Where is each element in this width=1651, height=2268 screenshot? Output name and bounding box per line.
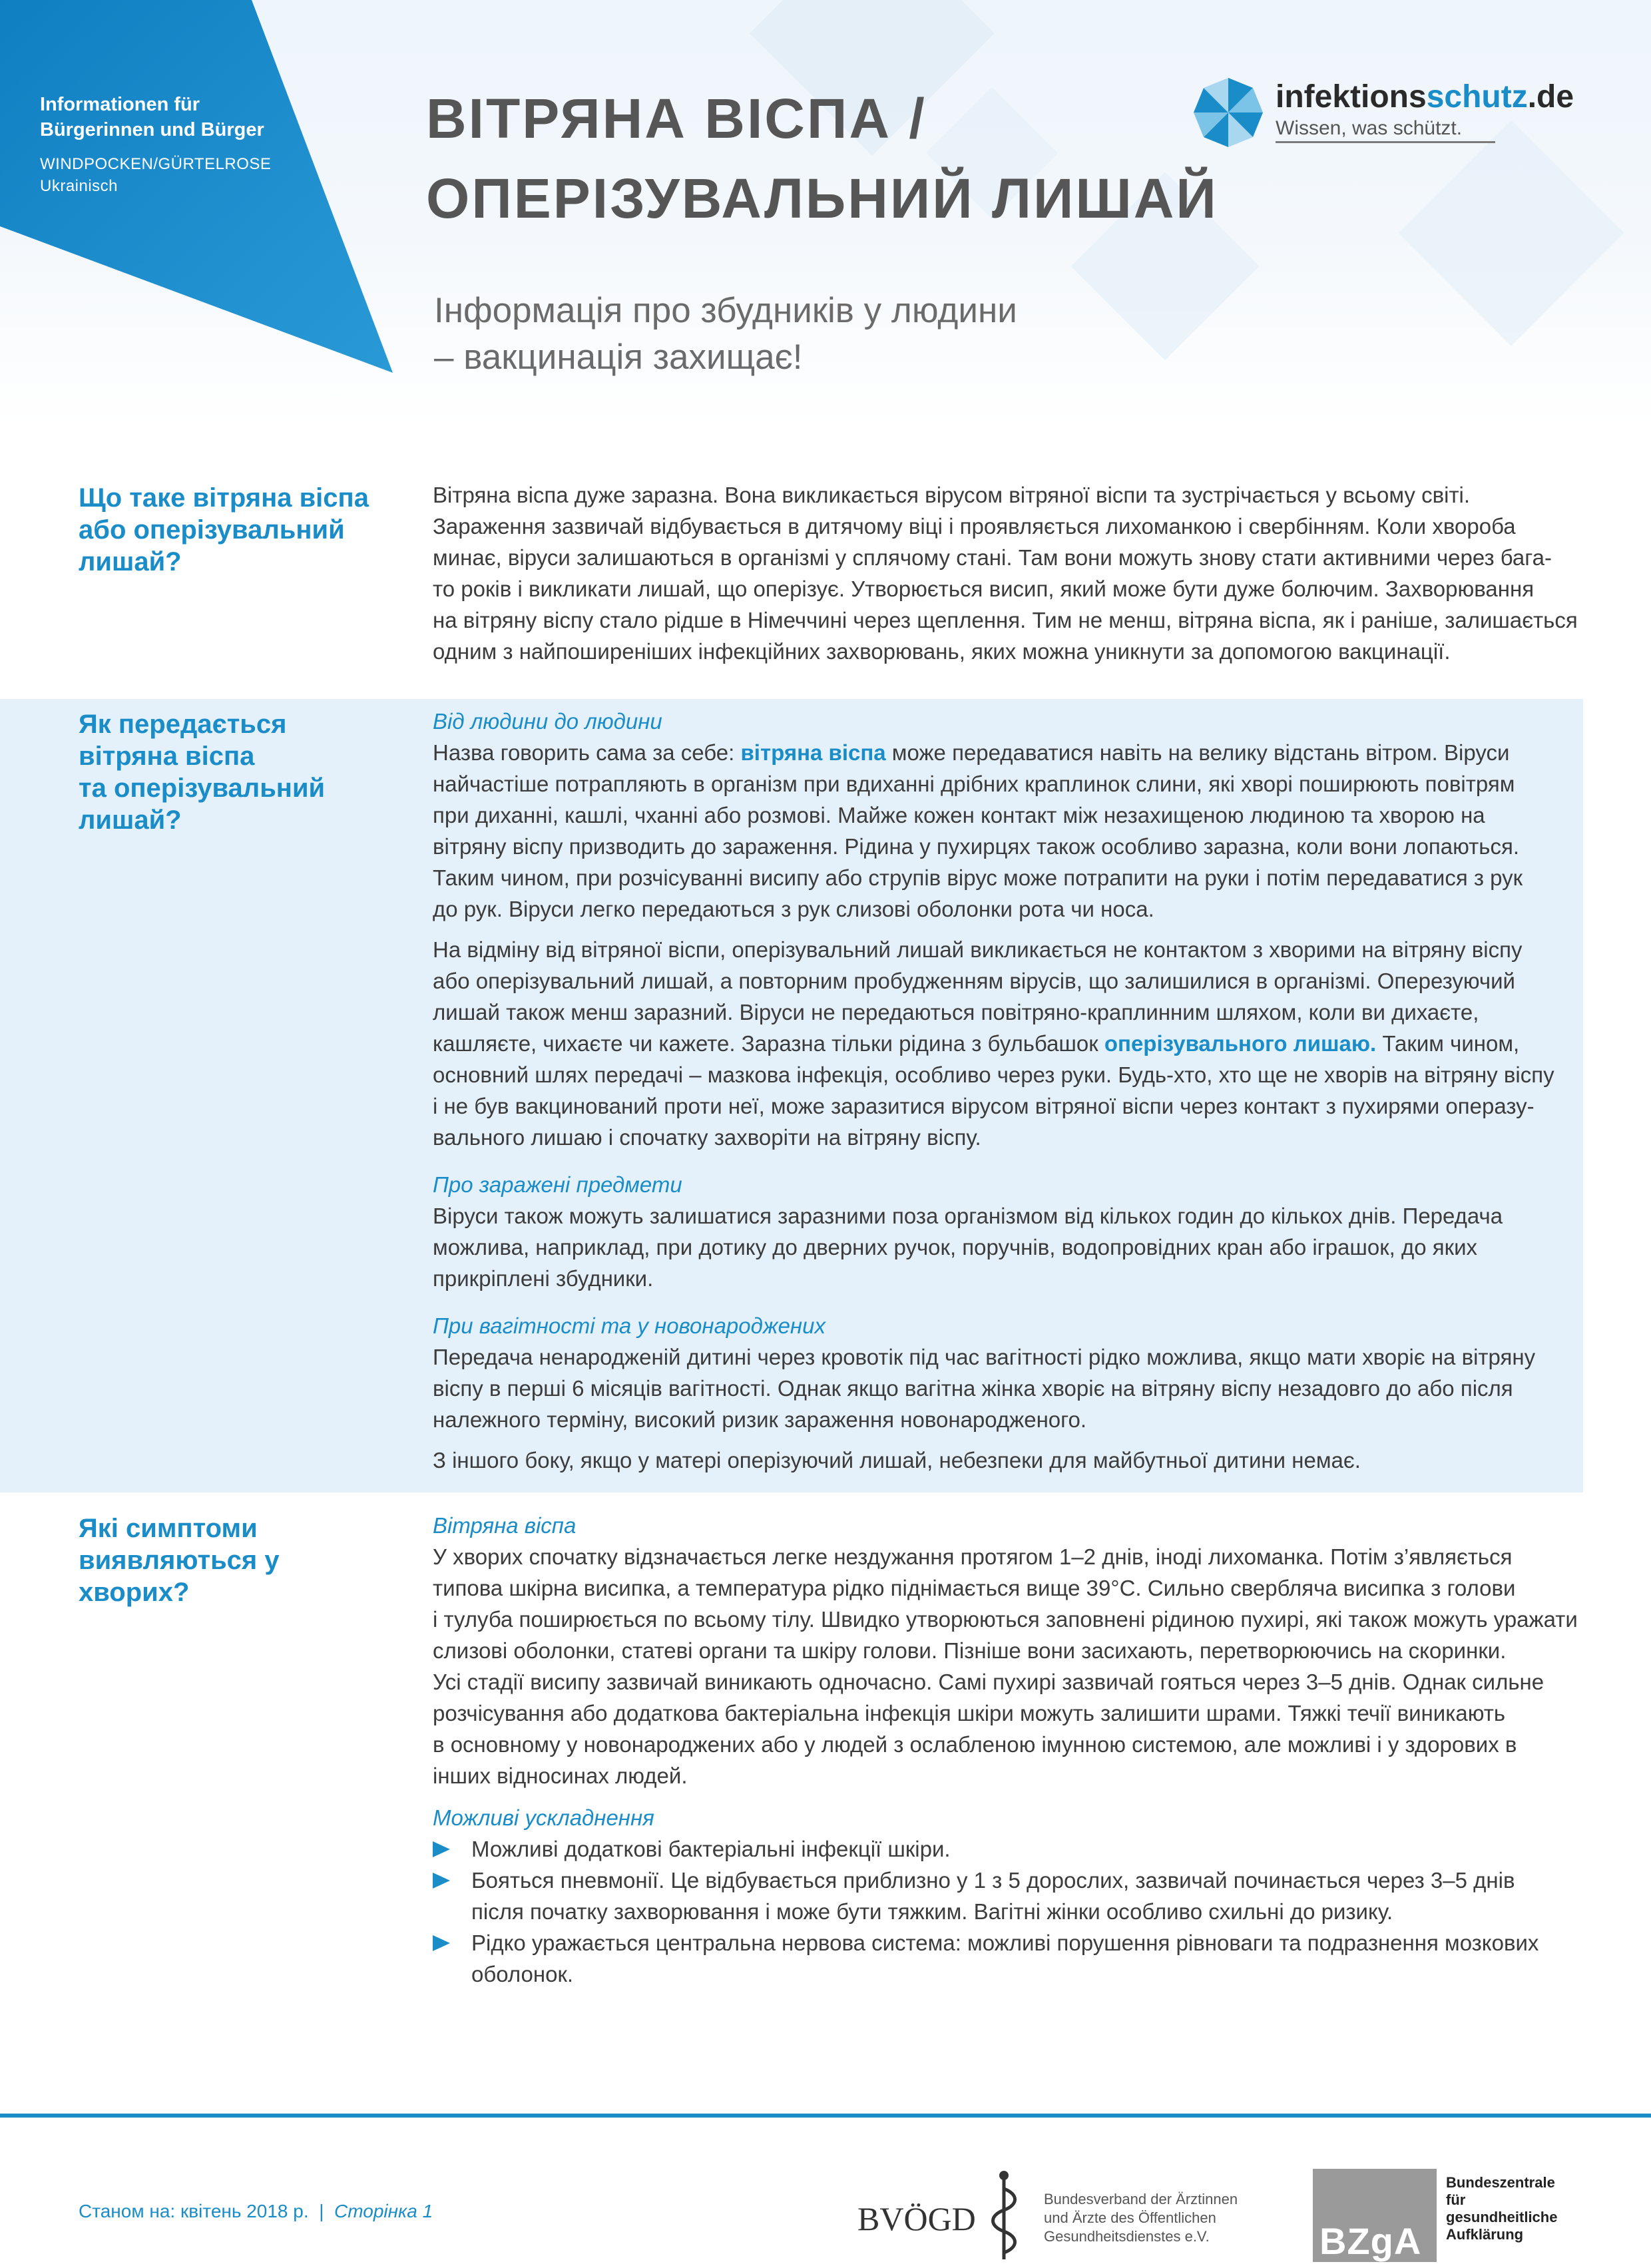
section-transmission <box>0 699 1583 1492</box>
list-item: Рідко уражається центральна нервова система: можливі порушення рівноваги та подразнення мозкових оболонок. <box>433 1927 1578 1990</box>
subheading: При вагітності та у новонароджених <box>433 1313 826 1338</box>
decor-cube <box>1398 120 1624 345</box>
section-question: Що таке вітряна віспа або оперізувальний лишай? <box>79 483 369 576</box>
section-body <box>433 706 1578 1476</box>
complications-list <box>433 1833 1578 1990</box>
subheading: Про заражені предмети <box>433 1172 682 1197</box>
subheading: Вітряна віспа <box>433 1513 577 1538</box>
infektionsschutz-logo[interactable] <box>1192 72 1591 152</box>
section-body <box>433 1510 1578 1990</box>
page-title: ВІТРЯНА ВІСПА / ОПЕРІЗУВАЛЬНИЙ ЛИШАЙ <box>426 87 1218 230</box>
paragraph: На відміну від вітряної віспи, оперізувальний лишай викликається не контактом з хворими на вітряну віспу або оперізувальний лишай, а повторним пробудженням вірусів, що залишилися в організмі. Оперезуючий лишай також менш заразний. Віруси не передаються повітряно-краплинним шляхом, коли ви дихаєте, кашляєте, чихаєте чи кажете. Заразна тільки рідина з бульбашок оперізувального лишаю. Таким чином, основний шлях передачі – мазкова інфекція, особливо через руки. Будь-хто, хто ще не хворів на вітряну віспу і не був вакцинований проти неї, може заразитися вірусом вітряної віспи через контакт з пухирями операзу- вального лишаю і спочатку захворіти на вітряну віспу. <box>433 937 1554 1150</box>
list-item: Бояться пневмонії. Це відбувається приблизно у 1 з 5 дорослих, зазвичай починається через 3–5 днів після початку захворювання і може бути тяжким. Вагітні жінки особливо схильні до ризику. <box>433 1865 1578 1927</box>
paragraph: Назва говорить сама за себе: вітряна віспа може передаватися навіть на велику відстань вітром. Віруси найчастіше потрапляють в організм при вдиханні дрібних краплинок слини, які хворі поширюють повітрям при диханні, кашлі, чханні або розмові. Майже кожен контакт між незахищеною людиною та хворою на вітряну віспу призводить до зараження. Рідина у пухирцях також особливо заразна, коли вони лопаються. Таким чином, при розчісуванні висипу або струпів вірус може потрапити на руки і потім передаватися з рук до рук. Віруси легко передаються з рук слизові оболонки рота чи носа. <box>433 740 1523 921</box>
logo-underline <box>1276 141 1495 143</box>
footer-divider <box>0 2114 1651 2118</box>
section-body: Вітряна віспа дуже заразна. Вона викликається вірусом вітряної віспи та зустрічається у всьому світі. Зараження зазвичай відбувається в дитячому віці і проявляється лихоманкою і свербінням. Коли хвороба минає, віруси залишаються в організмі у сплячому стані. Там вони можуть знову стати активними через бага- то років і викликати лишай, що оперізує. Утворюється висип, який може бути дуже болючим. Захворювання на вітряну віспу стало рідше в Німеччині через щеплення. Тим не менш, вітряна віспа, як і раніше, залишається одним з найпоширеніших інфекційних захворювань, яких можна уникнути за допомогою вакцинації. <box>433 483 1578 664</box>
paragraph: Віруси також можуть залишатися заразними поза організмом від кількох годин до кількох днів. Передача можлива, наприклад, при дотику до дверних ручок, поручнів, водопровідних кран або іграшок, до яких прикріплені збудники. <box>433 1204 1503 1291</box>
paragraph: Передача ненародженій дитині через кровотік під час вагітності рідко можлива, якщо мати хворіє на вітряну віспу в перші 6 місяців вагітності. Однак якщо вагітна жінка хворіє на вітряну віспу незадовго до або після належного терміну, високий ризик зараження новонародженого. <box>433 1345 1536 1432</box>
subheading: Можливі ускладнення <box>433 1805 654 1830</box>
topic-label: WINDPOCKEN/GÜRTELROSE Ukrainisch <box>40 155 272 195</box>
paragraph: З іншого боку, якщо у матері оперізуючий лишай, небезпеки для майбутньої дитини немає. <box>433 1448 1361 1473</box>
footer-status: Станом на: квітень 2018 р. | Сторінка 1 <box>79 2201 433 2221</box>
bzga-logo: BZgA Bundeszentrale für gesundheitliche Aufklärung <box>1313 2169 1592 2262</box>
section-question: Які симптоми виявляються у хворих? <box>79 1514 280 1607</box>
audience-label: Informationen für Bürgerinnen und Bürger <box>40 94 264 140</box>
bullet-triangle-icon <box>433 1873 450 1889</box>
section-what-is <box>0 466 1583 686</box>
umbrella-logo-icon <box>1192 76 1265 149</box>
logo-wordmark: infektionsschutz.de <box>1276 79 1574 114</box>
section-symptoms <box>0 1506 1583 2025</box>
list-item: Можливі додаткові бактеріальні інфекції шкіри. <box>433 1833 1578 1865</box>
bzga-box: BZgA <box>1313 2169 1437 2262</box>
section-question: Як передається вітряна віспа та оперізувальний лишай? <box>79 710 326 835</box>
bullet-triangle-icon <box>433 1841 450 1857</box>
page-subtitle: Інформація про збудників у людини – вакцинація захищає! <box>434 291 1017 377</box>
bullet-triangle-icon <box>433 1935 450 1951</box>
subheading: Від людини до людини <box>433 709 662 734</box>
bvogd-logo: BVÖGD Bundesverband der Ärztinnen und Ärzte des Öffentlichen Gesundheitsdienstes e.V. <box>857 2169 1297 2262</box>
aesculapius-staff-icon <box>984 2169 1024 2262</box>
paragraph: У хворих спочатку відзначається легке нездужання протягом 1–2 днів, іноді лихоманка. Потім з’являється типова шкірна висипка, а температура рідко піднімається вище 39°C. Сильно сверблячa висипка з голови і тулуба поширюється по всьому тілу. Швидко утворюються заповнені рідиною пухирі, які також можуть уражати слизові оболонки, статеві органи та шкіру голови. Пізніше вони засихають, перетворюючись на скоринки. Усі стадії висипу зазвичай виникають одночасно. Самі пухирі зазвичай гояться через 3–5 днів. Однак сильне розчісування або додаткова бактеріальна інфекція шкіри можуть залишити шрами. Тяжкі течії виникають в основному у новонароджених або у людей з ослабленою імунною системою, але можливі і у здорових в інших відносинах людей. <box>433 1544 1578 1788</box>
logo-tagline: Wissen, was schützt. <box>1276 117 1463 139</box>
